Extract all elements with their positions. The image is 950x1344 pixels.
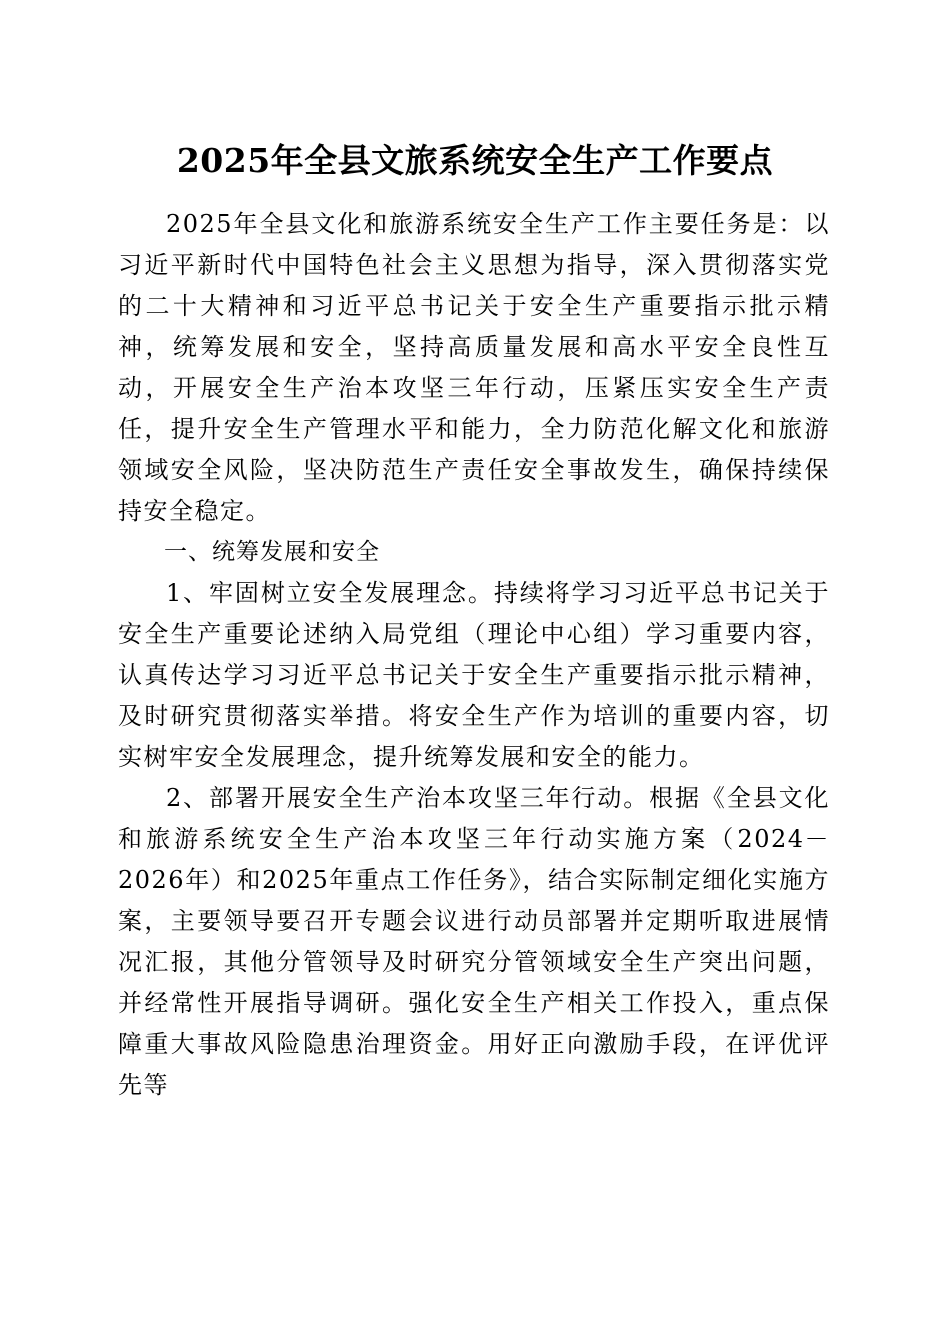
- item-paragraph-1: 1、牢固树立安全发展理念。持续将学习习近平总书记关于安全生产重要论述纳入局党组（理论中心组）学习重要内容，认真传达学习习近平总书记关于安全生产重要指示批示精神，及时研究贯彻落实举措。将安全生产作为培训的重要内容，切实树牢安全发展理念，提升统筹发展和安全的能力。: [118, 579, 830, 771]
- intro-paragraph: 2025年全县文化和旅游系统安全生产工作主要任务是：以习近平新时代中国特色社会主义思想为指导，深入贯彻落实党的二十大精神和习近平总书记关于安全生产重要指示批示精神，统筹发展和安全，坚持高质量发展和高水平安全良性互动，开展安全生产治本攻坚三年行动，压紧压实安全生产责任，提升安全生产管理水平和能力，全力防范化解文化和旅游领域安全风险，坚决防范生产责任安全事故发生，确保持续保持安全稳定。: [118, 210, 830, 525]
- section-heading-1: 一、统筹发展和安全: [164, 539, 380, 565]
- item-paragraph-2: 2、部署开展安全生产治本攻坚三年行动。根据《全县文化和旅游系统安全生产治本攻坚三年行动实施方案（2024－2026年）和2025年重点工作任务》，结合实际制定细化实施方案，主要领导要召开专题会议进行动员部署并定期听取进展情况汇报，其他分管领导及时研究分管领域安全生产突出问题，并经常性开展指导调研。强化安全生产相关工作投入，重点保障重大事故风险隐患治理资金。用好正向激励手段，在评优评先等: [118, 784, 830, 1099]
- document-body: [118, 204, 830, 1106]
- document-title: 2025年全县文旅系统安全生产工作要点: [176, 141, 774, 180]
